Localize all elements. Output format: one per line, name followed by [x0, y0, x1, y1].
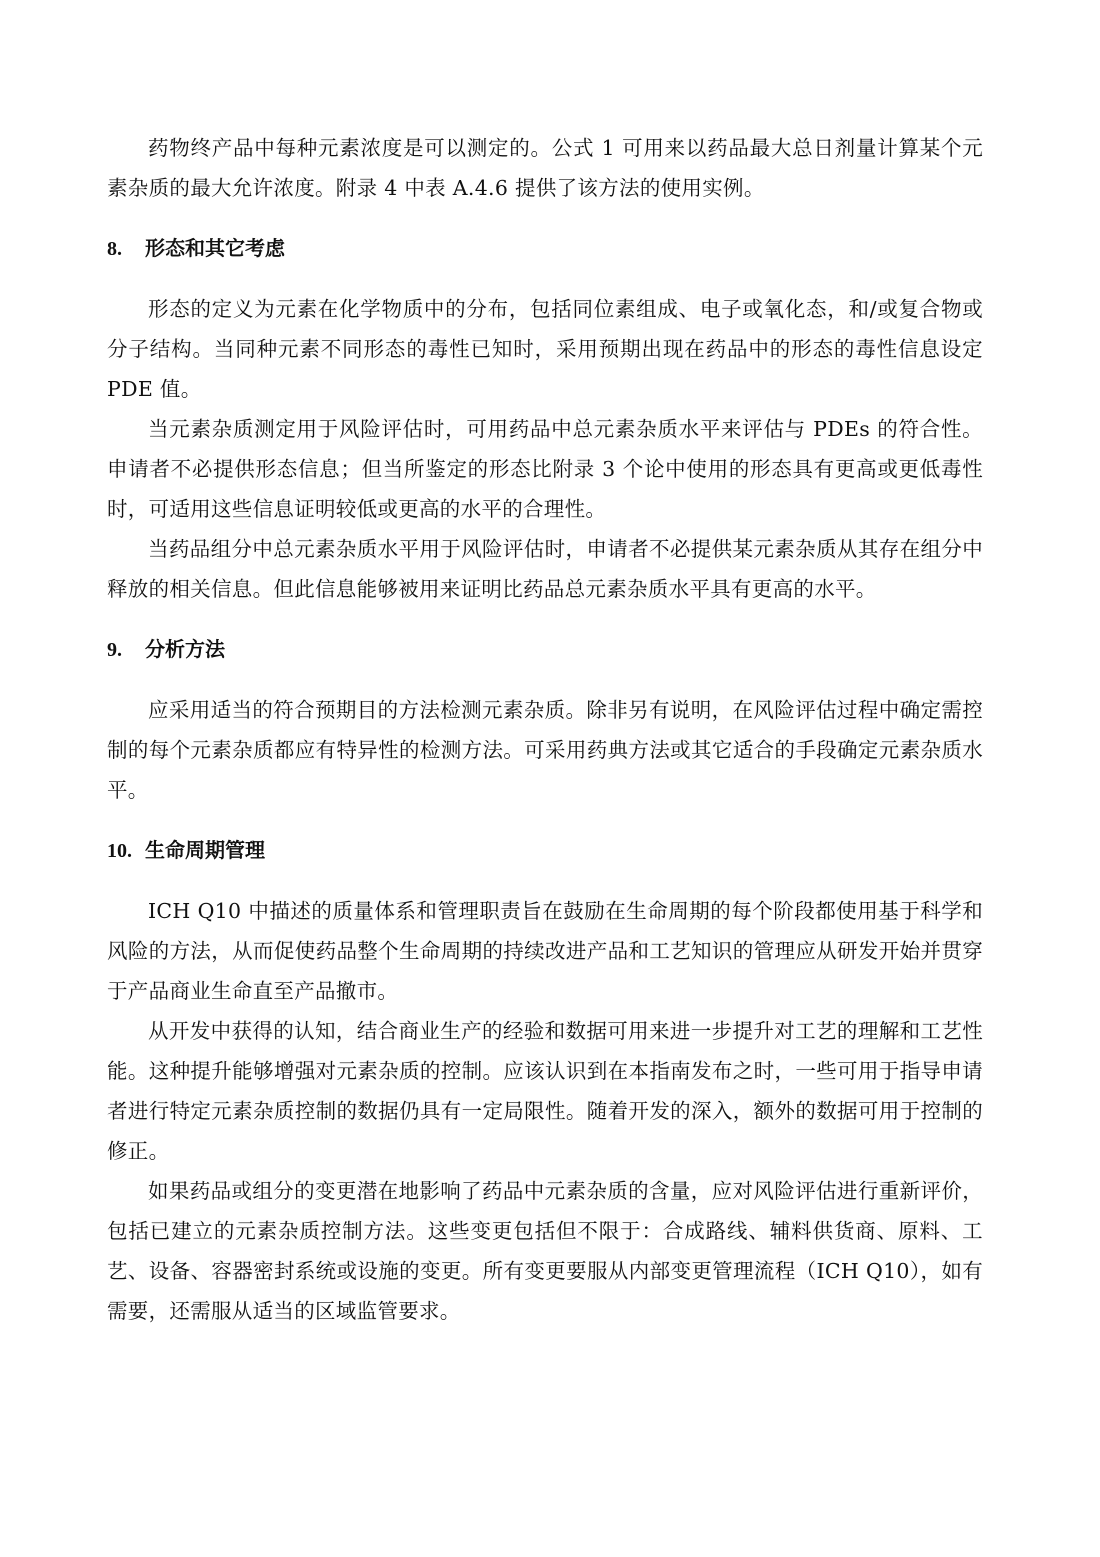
section-paragraph: 应采用适当的符合预期目的方法检测元素杂质。除非另有说明，在风险评估过程中确定需控制的每个元素杂质都应有特异性的检测方法。可采用药典方法或其它适合的手段确定元素杂质水平。	[107, 698, 983, 802]
section-heading	[107, 629, 983, 670]
section-heading	[107, 228, 983, 269]
section-paragraph: 当药品组分中总元素杂质水平用于风险评估时，申请者不必提供某元素杂质从其存在组分中释放的相关信息。但此信息能够被用来证明比药品总元素杂质水平具有更高的水平。	[107, 537, 983, 601]
section-paragraph: 形态的定义为元素在化学物质中的分布，包括同位素组成、电子或氧化态，和/或复合物或分子结构。当同种元素不同形态的毒性已知时，采用预期出现在药品中的形态的毒性信息设定 PDE 值。	[107, 297, 983, 401]
section-paragraph: ICH Q10 中描述的质量体系和管理职责旨在鼓励在生命周期的每个阶段都使用基于科学和风险的方法，从而促使药品整个生命周期的持续改进产品和工艺知识的管理应从研发开始并贯穿于产品商业生命直至产品撤市。	[107, 899, 983, 1003]
section-paragraph: 从开发中获得的认知，结合商业生产的经验和数据可用来进一步提升对工艺的理解和工艺性能。这种提升能够增强对元素杂质的控制。应该认识到在本指南发布之时，一些可用于指导申请者进行特定元素杂质控制的数据仍具有一定局限性。随着开发的深入，额外的数据可用于控制的修正。	[107, 1019, 983, 1163]
section-paragraph: 如果药品或组分的变更潜在地影响了药品中元素杂质的含量，应对风险评估进行重新评价，包括已建立的元素杂质控制方法。这些变更包括但不限于：合成路线、辅料供货商、原料、工艺、设备、容器密封系统或设施的变更。所有变更要服从内部变更管理流程（ICH Q10），如有需要，还需服从适当的区域监管要求。	[107, 1179, 983, 1323]
section-title: 生命周期管理	[145, 838, 265, 862]
section-title: 分析方法	[145, 637, 225, 661]
document-page	[107, 128, 983, 1331]
section-number: 8.	[107, 238, 122, 260]
section-10	[107, 830, 983, 1331]
section-number: 9.	[107, 639, 122, 661]
section-paragraph: 当元素杂质测定用于风险评估时，可用药品中总元素杂质水平来评估与 PDEs 的符合性。申请者不必提供形态信息；但当所鉴定的形态比附录 3 个论中使用的形态具有更高或更低毒性时，可适用这些信息证明较低或更高的水平的合理性。	[107, 417, 983, 521]
intro-paragraph: 药物终产品中每种元素浓度是可以测定的。公式 1 可用来以药品最大总日剂量计算某个元素杂质的最大允许浓度。附录 4 中表 A.4.6 提供了该方法的使用实例。	[107, 136, 983, 200]
section-number: 10.	[107, 840, 132, 862]
section-heading	[107, 830, 983, 871]
section-9	[107, 629, 983, 810]
section-title: 形态和其它考虑	[145, 236, 285, 260]
section-8	[107, 228, 983, 609]
